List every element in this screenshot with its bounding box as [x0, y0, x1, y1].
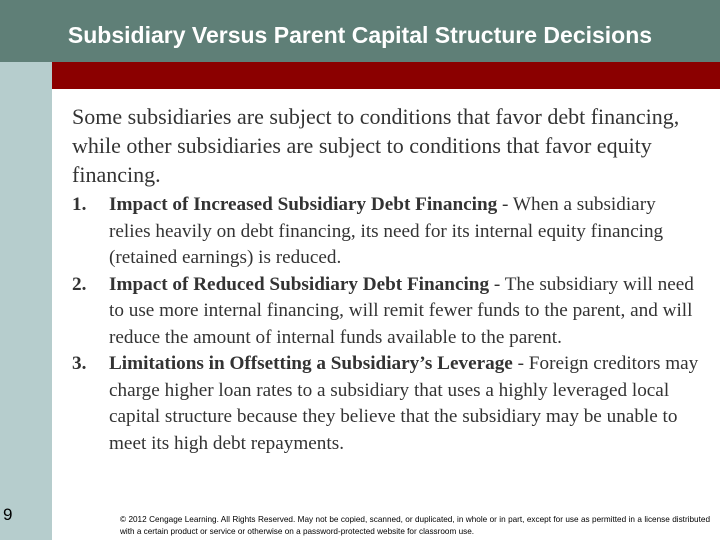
item-heading: Impact of Reduced Subsidiary Debt Financing: [109, 273, 490, 295]
item-number: 1.: [72, 194, 87, 215]
item-text: - The subsidiary will need to use more internal financing, will remit fewer funds to the parent, and will reduce the amount of internal funds available to the parent.: [109, 273, 694, 348]
intro-paragraph: Some subsidiaries are subject to conditions that favor debt financing, while other subsidiaries are subject to conditions that favor equity financing.: [72, 104, 680, 187]
list-item: [72, 192, 702, 272]
item-number: 2.: [72, 273, 87, 295]
impact-list: [72, 192, 702, 457]
list-item: [72, 351, 702, 457]
item-heading: Impact of Increased Subsidiary Debt Financing: [109, 194, 498, 215]
item-heading: Limitations in Offsetting a Subsidiary’s Leverage: [109, 353, 513, 374]
page-number: 9: [3, 505, 13, 524]
item-number: 3.: [72, 353, 87, 374]
accent-band: [52, 62, 720, 89]
slide-title: Subsidiary Versus Parent Capital Structure Decisions: [67, 22, 653, 48]
item-text: - Foreign creditors may charge higher loan rates to a subsidiary that uses a highly leveraged local capital structure because they believe that the subsidiary may be unable to meet its high debt repayments.: [109, 353, 699, 454]
item-text: - When a subsidiary relies heavily on debt financing, its need for its internal equity financing (retained earnings) is reduced.: [109, 194, 664, 268]
side-strip: [0, 62, 52, 540]
copyright-notice: © 2012 Cengage Learning. All Rights Reserved. May not be copied, scanned, or duplicated, in whole or in part, except for use as permitted in a license distributed with a certain product or service or otherwise on a password-protected website for classroom use.: [120, 515, 710, 536]
list-item: [72, 272, 702, 352]
